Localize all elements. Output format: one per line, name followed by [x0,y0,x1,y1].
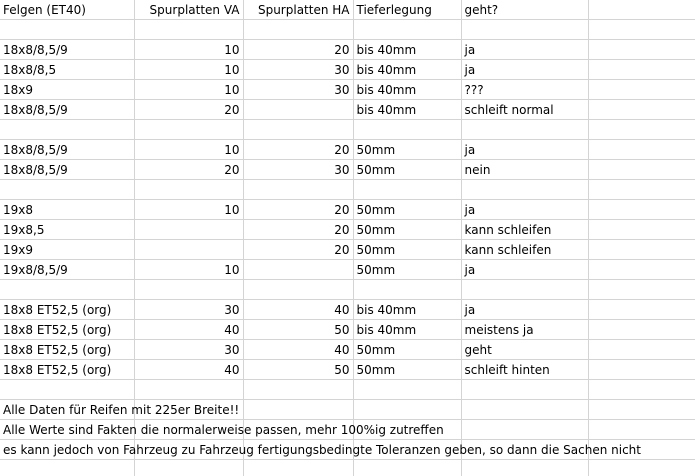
cell-tieferlegung[interactable]: bis 40mm [353,60,461,80]
cell-tieferlegung[interactable]: 50mm [353,240,461,260]
cell-tieferlegung[interactable]: 50mm [353,160,461,180]
cell-felgen[interactable] [0,280,134,300]
cell-geht[interactable]: kann schleifen [461,220,588,240]
empty-row [0,120,695,140]
cell-felgen[interactable] [0,380,134,400]
cell-spurplatten-va[interactable] [134,280,243,300]
table-row [0,300,695,320]
note-row [0,420,695,440]
cell-felgen[interactable]: 18x8 ET52,5 (org) [0,300,134,320]
cell-tieferlegung[interactable] [353,120,461,140]
cell-geht[interactable] [461,20,588,40]
cell-felgen[interactable]: 19x8/8,5/9 [0,260,134,280]
cell-spurplatten-ha[interactable] [243,180,353,200]
cell-empty-f[interactable] [588,140,695,160]
cell-spurplatten-va[interactable] [134,20,243,40]
table-row [0,80,695,100]
cell-geht[interactable] [461,380,588,400]
cell-geht[interactable]: kann schleifen [461,240,588,260]
cell-empty-f[interactable] [588,280,695,300]
cell-felgen[interactable]: 18x8 ET52,5 (org) [0,360,134,380]
cell-spurplatten-va[interactable]: 30 [134,340,243,360]
cell-spurplatten-va[interactable]: 30 [134,300,243,320]
cell-spurplatten-va[interactable] [134,180,243,200]
cell-felgen[interactable]: 18x8 ET52,5 (org) [0,340,134,360]
cell-geht[interactable] [461,180,588,200]
cell-felgen[interactable]: es kann jedoch von Fahrzeug zu Fahrzeug fertigungsbedingte Toleranzen geben, so dann die Sachen nicht [0,440,134,460]
table-row [0,60,695,80]
cell-geht[interactable]: ja [461,260,588,280]
cell-geht[interactable] [461,460,588,476]
cell-empty-f[interactable] [588,180,695,200]
empty-row [0,280,695,300]
table-row [0,240,695,260]
cell-spurplatten-ha[interactable]: 20 [243,40,353,60]
empty-row [0,20,695,40]
cell-spurplatten-ha[interactable]: 40 [243,300,353,320]
cell-empty-f[interactable] [588,240,695,260]
cell-spurplatten-va[interactable] [134,220,243,240]
cell-geht[interactable]: ja [461,300,588,320]
cell-felgen[interactable]: 19x8,5 [0,220,134,240]
empty-row [0,380,695,400]
cell-geht[interactable]: ja [461,40,588,60]
cell-geht[interactable] [461,280,588,300]
cell-tieferlegung[interactable]: bis 40mm [353,80,461,100]
cell-spurplatten-va[interactable]: 10 [134,260,243,280]
cell-spurplatten-ha[interactable]: 30 [243,60,353,80]
cell-empty-f[interactable] [588,80,695,100]
cell-geht[interactable]: ja [461,200,588,220]
cell-felgen[interactable]: Alle Daten für Reifen mit 225er Breite!! [0,400,134,420]
cell-tieferlegung[interactable] [353,280,461,300]
cell-empty-f[interactable] [588,360,695,380]
cell-empty-f[interactable] [588,20,695,40]
cell-spurplatten-va[interactable]: 40 [134,360,243,380]
cell-tieferlegung[interactable]: 50mm [353,200,461,220]
cell-geht[interactable]: meistens ja [461,320,588,340]
cell-felgen[interactable]: 18x8/8,5/9 [0,100,134,120]
cell-empty-f[interactable] [588,460,695,476]
cell-felgen[interactable]: Felgen (ET40) [0,0,134,20]
cell-tieferlegung[interactable]: bis 40mm [353,300,461,320]
cell-felgen[interactable]: 19x9 [0,240,134,260]
cell-geht[interactable] [461,420,588,440]
note-row [0,440,695,460]
cell-geht[interactable]: schleift normal [461,100,588,120]
cell-spurplatten-va[interactable] [134,240,243,260]
cell-spurplatten-ha[interactable] [243,280,353,300]
cell-felgen[interactable]: 18x8/8,5/9 [0,40,134,60]
table-row [0,200,695,220]
cell-felgen[interactable]: 18x8/8,5/9 [0,140,134,160]
cell-spurplatten-ha[interactable]: 50 [243,320,353,340]
cell-geht[interactable]: geht? [461,0,588,20]
table-row [0,220,695,240]
header-row [0,0,695,20]
cell-geht[interactable]: geht [461,340,588,360]
cell-spurplatten-ha[interactable] [243,400,353,420]
cell-spurplatten-ha[interactable]: 20 [243,240,353,260]
cell-tieferlegung[interactable]: Tieferlegung [353,0,461,20]
cell-spurplatten-ha[interactable] [243,260,353,280]
table-row [0,360,695,380]
cell-spurplatten-va[interactable]: 10 [134,140,243,160]
cell-empty-f[interactable] [588,120,695,140]
cell-tieferlegung[interactable] [353,380,461,400]
cell-felgen[interactable]: 19x8 [0,200,134,220]
cell-spurplatten-ha[interactable]: 30 [243,160,353,180]
cell-spurplatten-ha[interactable] [243,460,353,476]
cell-geht[interactable] [461,120,588,140]
cell-tieferlegung[interactable]: 50mm [353,220,461,240]
cell-empty-f[interactable] [588,300,695,320]
cell-empty-f[interactable] [588,260,695,280]
cell-geht[interactable]: ??? [461,80,588,100]
cell-spurplatten-va[interactable]: 10 [134,40,243,60]
cell-empty-f[interactable] [588,0,695,20]
cell-empty-f[interactable] [588,220,695,240]
cell-spurplatten-va[interactable] [134,460,243,476]
cell-empty-f[interactable] [588,40,695,60]
cell-empty-f[interactable] [588,60,695,80]
cell-geht[interactable]: ja [461,60,588,80]
cell-felgen[interactable] [0,120,134,140]
cell-tieferlegung[interactable]: bis 40mm [353,40,461,60]
cell-spurplatten-ha[interactable]: 20 [243,200,353,220]
cell-geht[interactable]: nein [461,160,588,180]
cell-spurplatten-va[interactable] [134,380,243,400]
cell-tieferlegung[interactable]: 50mm [353,140,461,160]
cell-geht[interactable] [461,400,588,420]
note-row [0,400,695,420]
cell-spurplatten-ha[interactable] [243,100,353,120]
cell-empty-f[interactable] [588,100,695,120]
cell-tieferlegung[interactable] [353,460,461,476]
cell-tieferlegung[interactable]: bis 40mm [353,100,461,120]
cell-geht[interactable]: ja [461,140,588,160]
cell-empty-f[interactable] [588,380,695,400]
cell-spurplatten-va[interactable]: 10 [134,60,243,80]
cell-spurplatten-va[interactable]: 10 [134,80,243,100]
cell-tieferlegung[interactable] [353,20,461,40]
cell-spurplatten-ha[interactable]: 40 [243,340,353,360]
cell-felgen[interactable]: 18x8 ET52,5 (org) [0,320,134,340]
table-row [0,260,695,280]
cell-felgen[interactable] [0,180,134,200]
empty-row [0,460,695,476]
cell-spurplatten-ha[interactable] [243,20,353,40]
cell-geht[interactable]: schleift hinten [461,360,588,380]
table-row [0,140,695,160]
cell-empty-f[interactable] [588,400,695,420]
cell-spurplatten-va[interactable]: 20 [134,100,243,120]
empty-row [0,180,695,200]
cell-spurplatten-ha[interactable]: 20 [243,220,353,240]
cell-tieferlegung[interactable] [353,180,461,200]
cell-spurplatten-ha[interactable]: 20 [243,140,353,160]
cell-spurplatten-ha[interactable] [243,380,353,400]
table-row [0,40,695,60]
cell-felgen[interactable]: 18x8/8,5/9 [0,160,134,180]
cell-spurplatten-va[interactable] [134,120,243,140]
cell-empty-f[interactable] [588,320,695,340]
cell-empty-f[interactable] [588,160,695,180]
cell-tieferlegung[interactable] [353,400,461,420]
cell-felgen[interactable] [0,20,134,40]
cell-empty-f[interactable] [588,200,695,220]
cell-tieferlegung[interactable]: 50mm [353,260,461,280]
cell-felgen[interactable]: Alle Werte sind Fakten die normalerweise passen, mehr 100%ig zutreffen [0,420,134,440]
table-row [0,320,695,340]
cell-empty-f[interactable] [588,420,695,440]
cell-spurplatten-va[interactable]: 20 [134,160,243,180]
cell-felgen[interactable]: 18x9 [0,80,134,100]
cell-felgen[interactable]: 18x8/8,5 [0,60,134,80]
cell-spurplatten-ha[interactable] [243,120,353,140]
cell-tieferlegung[interactable]: 50mm [353,360,461,380]
cell-spurplatten-ha[interactable]: Spurplatten HA [243,0,353,20]
table-row [0,100,695,120]
cell-tieferlegung[interactable]: bis 40mm [353,320,461,340]
table-row [0,160,695,180]
cell-spurplatten-va[interactable]: 40 [134,320,243,340]
table-row [0,340,695,360]
cell-spurplatten-va[interactable]: 10 [134,200,243,220]
cell-spurplatten-ha[interactable]: 30 [243,80,353,100]
cell-spurplatten-ha[interactable]: 50 [243,360,353,380]
cell-empty-f[interactable] [588,340,695,360]
cell-spurplatten-va[interactable]: Spurplatten VA [134,0,243,20]
cell-tieferlegung[interactable]: 50mm [353,340,461,360]
cell-felgen[interactable] [0,460,134,476]
